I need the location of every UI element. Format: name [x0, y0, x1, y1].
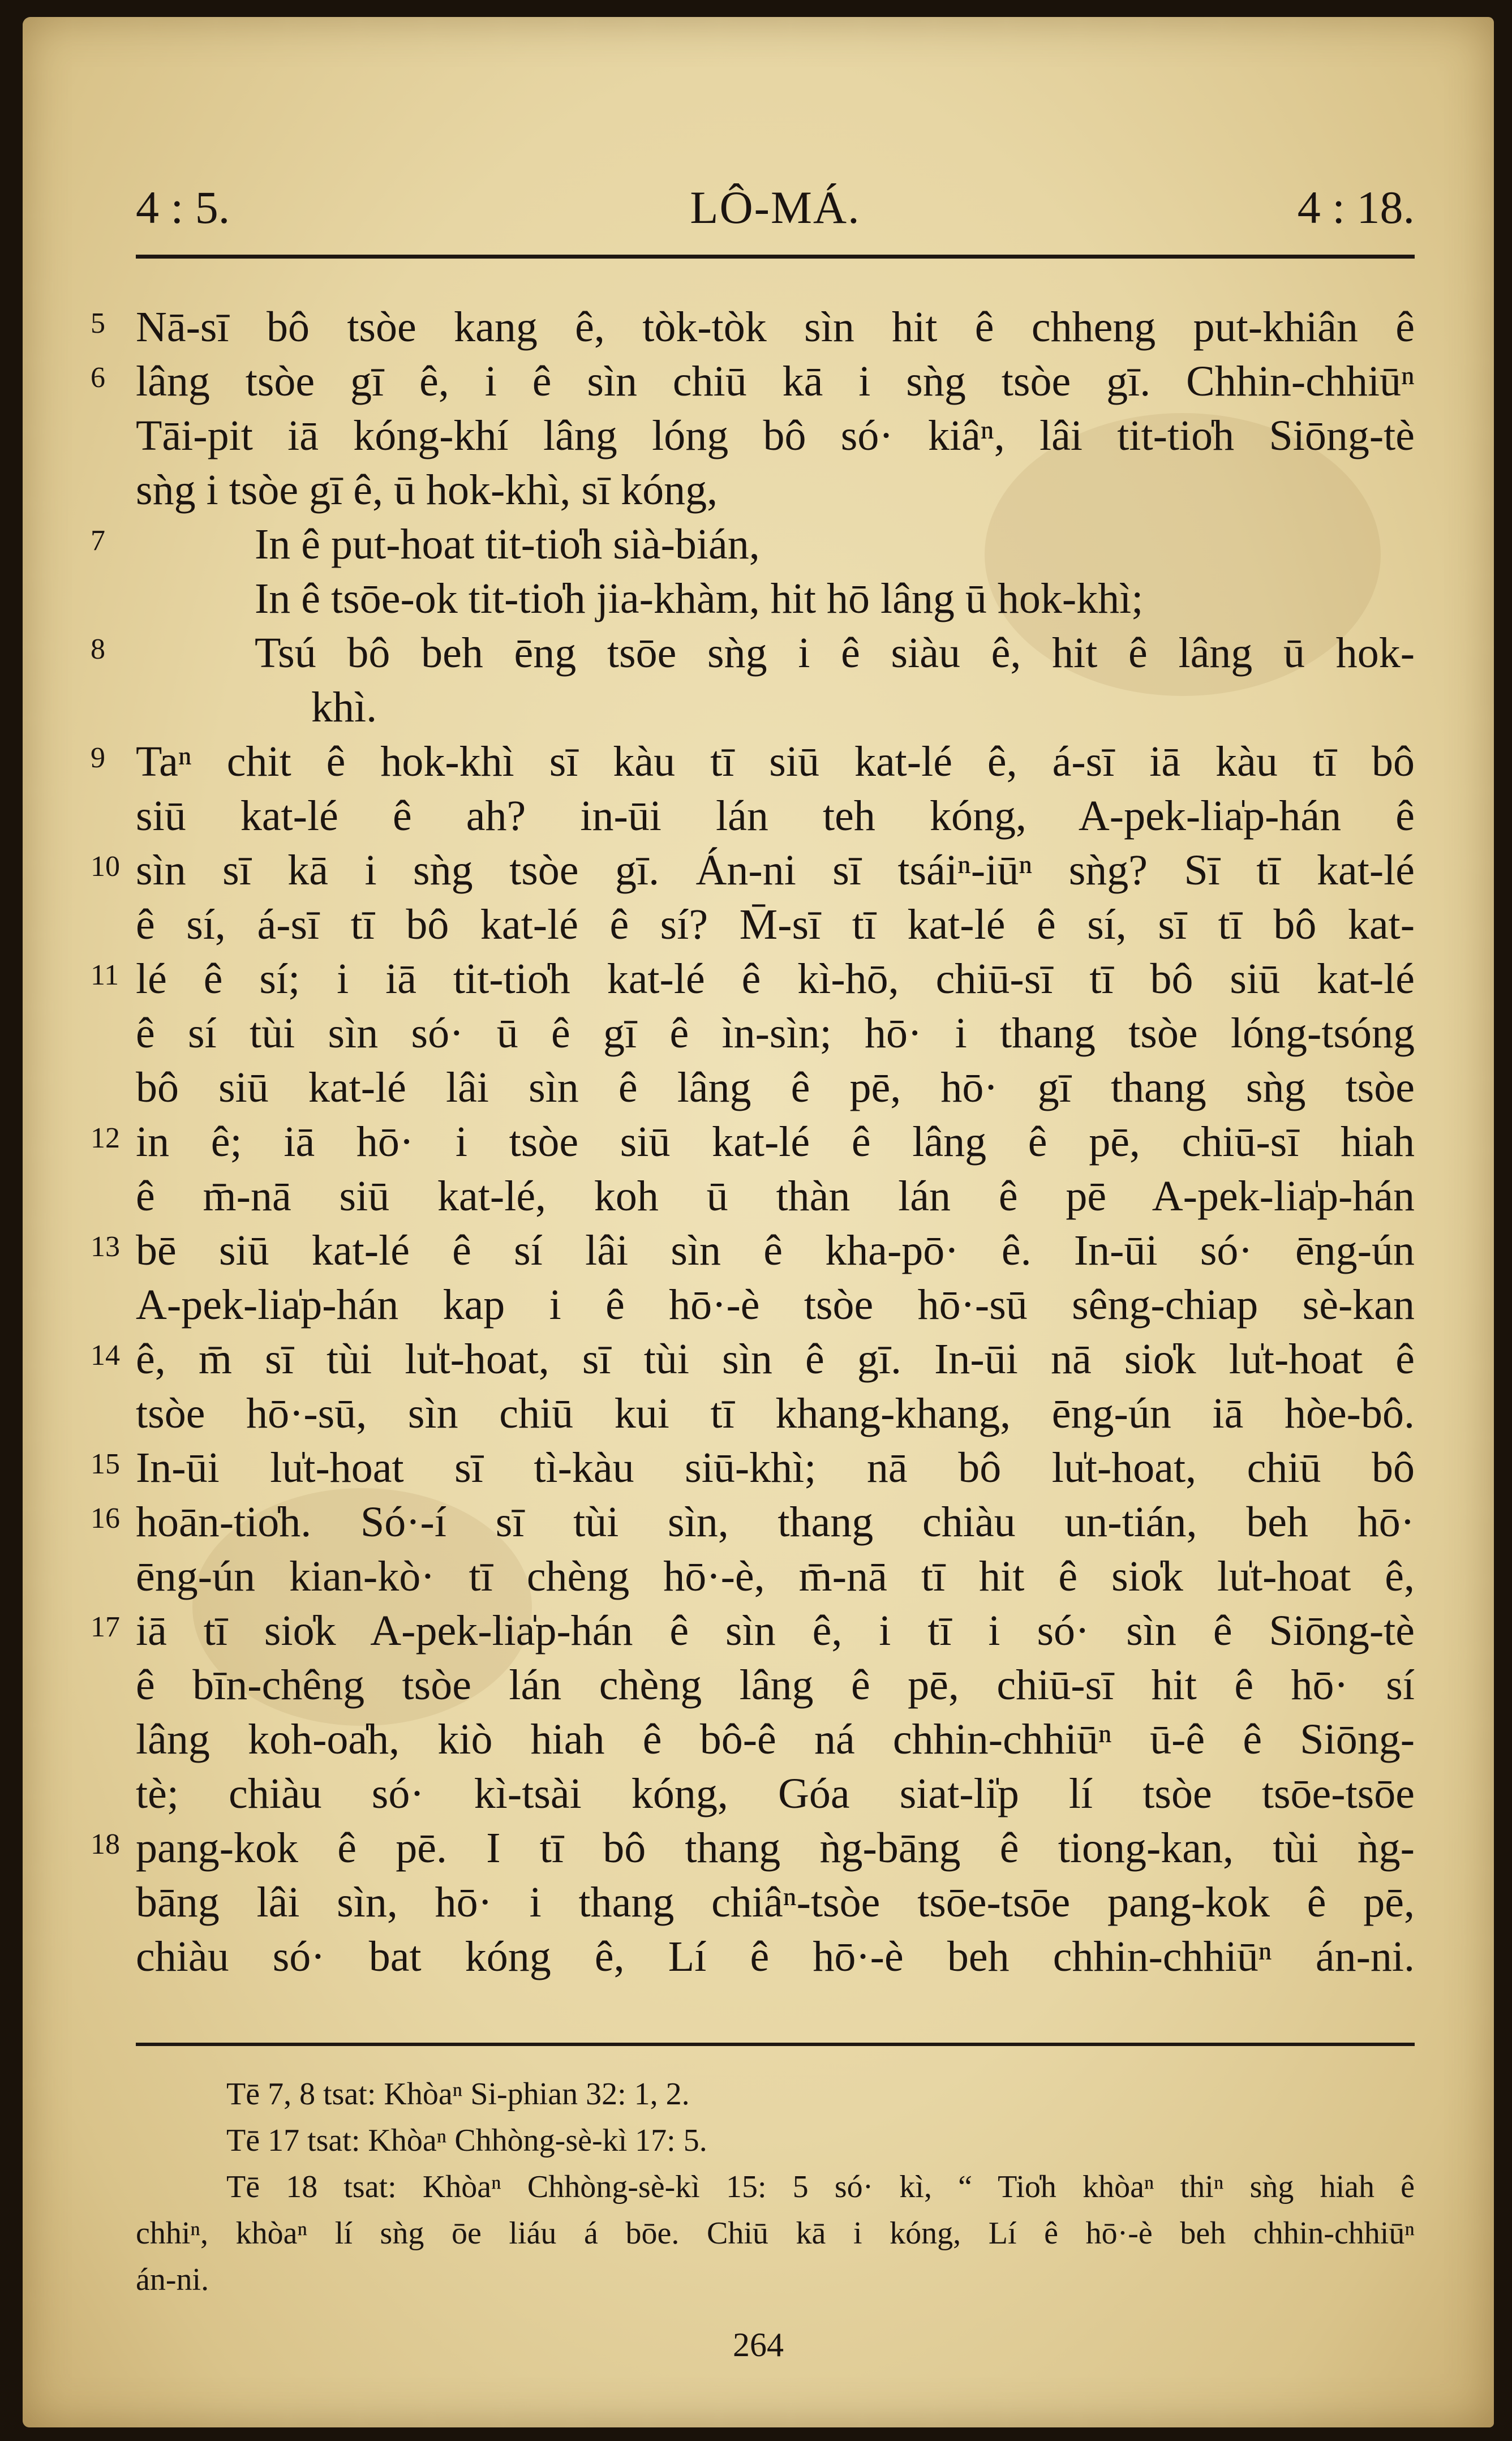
text-line [136, 1169, 1415, 1223]
text-line [136, 1549, 1415, 1604]
text-line [136, 1767, 1415, 1821]
header-book-title: LÔ-MÁ. [690, 182, 861, 233]
line-text: lâng tsòe gī ê, i ê sìn chiū kā i sǹg tsòe gī. Chhin-chhiūⁿ [136, 358, 1415, 405]
text-line [136, 1712, 1415, 1767]
verse-number: 11 [91, 959, 119, 991]
text-line [91, 1115, 1415, 1169]
line-text: Tāi-pit iā kóng-khí lâng lóng bô só· kiâⁿ, lâi tit-tio̍h Siōng-tè [136, 412, 1415, 459]
header-rule [136, 255, 1415, 259]
verse-number: 18 [91, 1828, 120, 1860]
line-text: hoān-tio̍h. Só·-í sī tùi sìn, thang chiàu un-tián, beh hō· [136, 1498, 1415, 1546]
line-text: In-ūi lu̍t-hoat sī tì-kàu siū-khì; nā bô lu̍t-hoat, chiū bô [136, 1444, 1415, 1492]
verse-number: 7 [91, 525, 105, 557]
line-text: pang-kok ê pē. I tī bô thang ǹg-bāng ê tiong-kan, tùi ǹg- [136, 1824, 1415, 1872]
text-line [91, 1223, 1415, 1278]
line-text: ê sí tùi sìn só· ū ê gī ê ìn-sìn; hō· i thang tsòe lóng-tsóng [136, 1009, 1415, 1057]
line-text: bô siū kat-lé lâi sìn ê lâng ê pē, hō· gī thang sǹg tsòe [136, 1064, 1415, 1111]
line-text: ê bīn-chêng tsòe lán chèng lâng ê pē, chiū-sī hit ê hō· sí [136, 1661, 1415, 1709]
footnote-line: Tē 17 tsat: Khòaⁿ Chhòng-sè-kì 17: 5. [226, 2123, 707, 2158]
text-line [136, 1875, 1415, 1929]
line-text: In ê tsōe-ok tit-tio̍h jia-khàm, hit hō lâng ū hok-khì; [255, 575, 1144, 622]
line-text: tsòe hō·-sū, sìn chiū kui tī khang-khang, ēng-ún iā hòe-bô. [136, 1390, 1415, 1437]
verse-number: 10 [91, 850, 120, 883]
header-right-reference: 4 : 18. [1297, 182, 1415, 233]
page-number: 264 [733, 2326, 784, 2363]
line-text: khì. [311, 684, 377, 731]
line-text: siū kat-lé ê ah? in-ūi lán teh kóng, A-pek-lia̍p-hán ê [136, 792, 1415, 840]
text-line [136, 897, 1415, 952]
text-line [91, 734, 1415, 789]
verse-number: 8 [91, 633, 105, 665]
text-line [136, 463, 1415, 517]
text-line [91, 626, 1415, 680]
footnote-line: Tē 18 tsat: Khòaⁿ Chhòng-sè-kì 15: 5 só· kì, “ Tio̍h khòaⁿ thiⁿ sǹg hiah ê [226, 2169, 1415, 2204]
verse-number: 13 [91, 1231, 120, 1263]
text-line [136, 1278, 1415, 1332]
line-text: in ê; iā hō· i tsòe siū kat-lé ê lâng ê pē, chiū-sī hiah [136, 1118, 1415, 1166]
line-text: lé ê sí; i iā tit-tio̍h kat-lé ê kì-hō, chiū-sī tī bô siū kat-lé [136, 955, 1415, 1003]
line-text: iā tī sio̍k A-pek-lia̍p-hán ê sìn ê, i tī i só· sìn ê Siōng-tè [136, 1607, 1415, 1654]
text-line [136, 789, 1415, 843]
verse-number: 14 [91, 1339, 120, 1372]
footnote-rule [136, 2043, 1415, 2046]
line-text: bē siū kat-lé ê sí lâi sìn ê kha-pō· ê. In-ūi só· ēng-ún [136, 1227, 1415, 1274]
text-line [91, 300, 1415, 354]
verse-number: 6 [91, 362, 105, 394]
line-text: ê sí, á-sī tī bô kat-lé ê sí? M̄-sī tī kat-lé ê sí, sī tī bô kat- [136, 901, 1415, 948]
line-text: A-pek-lia̍p-hán kap i ê hō·-è tsòe hō·-sū sêng-chiap sè-kan [136, 1281, 1415, 1329]
text-line [136, 1929, 1415, 1984]
line-text: ê, m̄ sī tùi lu̍t-hoat, sī tùi sìn ê gī. In-ūi nā sio̍k lu̍t-hoat ê [136, 1335, 1415, 1383]
line-text: sǹg i tsòe gī ê, ū hok-khì, sī kóng, [136, 466, 718, 514]
text-line [136, 571, 1415, 626]
text-line [91, 1441, 1415, 1495]
text-line [91, 843, 1415, 897]
line-text: ê m̄-nā siū kat-lé, koh ū thàn lán ê pē A-pek-lia̍p-hán [136, 1172, 1415, 1220]
line-text: lâng koh-oa̍h, kiò hiah ê bô-ê ná chhin-chhiūⁿ ū-ê ê Siōng- [136, 1716, 1415, 1763]
verse-number: 12 [91, 1122, 120, 1154]
header-left-reference: 4 : 5. [136, 182, 230, 233]
text-line [91, 1495, 1415, 1549]
footnotes [136, 2071, 1415, 2303]
text-line [91, 517, 1415, 571]
verse-number: 17 [91, 1611, 120, 1643]
line-text: Tsú bô beh ēng tsōe sǹg i ê siàu ê, hit ê lâng ū hok- [255, 629, 1415, 677]
text-line [91, 952, 1415, 1006]
footnote-line: Tē 7, 8 tsat: Khòaⁿ Si-phian 32: 1, 2. [226, 2077, 690, 2112]
text-line [91, 1821, 1415, 1875]
text-line [136, 1006, 1415, 1060]
running-header [136, 181, 1415, 249]
text-line [136, 680, 1415, 734]
text-line [91, 1604, 1415, 1658]
line-text: bāng lâi sìn, hō· i thang chiâⁿ-tsòe tsōe-tsōe pang-kok ê pē, [136, 1879, 1415, 1926]
line-text: Nā-sī bô tsòe kang ê, tòk-tòk sìn hit ê chheng put-khiân ê [136, 303, 1415, 351]
text-line [136, 1060, 1415, 1115]
line-text: In ê put-hoat tit-tio̍h sià-bián, [255, 521, 760, 568]
text-line [91, 354, 1415, 409]
book-page [23, 17, 1494, 2427]
line-text: chiàu só· bat kóng ê, Lí ê hō·-è beh chhin-chhiūⁿ án-ni. [136, 1933, 1415, 1980]
line-text: sìn sī kā i sǹg tsòe gī. Án-ni sī tsáiⁿ-iūⁿ sǹg? Sī tī kat-lé [136, 846, 1415, 894]
verse-number: 15 [91, 1448, 120, 1480]
scripture-text [91, 300, 1415, 1984]
verse-number: 9 [91, 742, 105, 774]
verse-number: 16 [91, 1502, 120, 1535]
text-line [136, 1658, 1415, 1712]
footnote-line: chhiⁿ, khòaⁿ lí sǹg ōe liáu á bōe. Chiū kā i kóng, Lí ê hō·-è beh chhin-chhiūⁿ [136, 2216, 1415, 2251]
footnote-line: án-ni. [136, 2262, 209, 2297]
text-line [136, 1386, 1415, 1441]
text-line [91, 1332, 1415, 1386]
line-text: tè; chiàu só· kì-tsài kóng, Góa siat-li̍p lí tsòe tsōe-tsōe [136, 1770, 1415, 1817]
text-line [136, 409, 1415, 463]
line-text: ēng-ún kian-kò· tī chèng hō·-è, m̄-nā tī hit ê sio̍k lu̍t-hoat ê, [136, 1553, 1415, 1600]
line-text: Taⁿ chit ê hok-khì sī kàu tī siū kat-lé ê, á-sī iā kàu tī bô [136, 738, 1415, 785]
verse-number: 5 [91, 307, 105, 339]
